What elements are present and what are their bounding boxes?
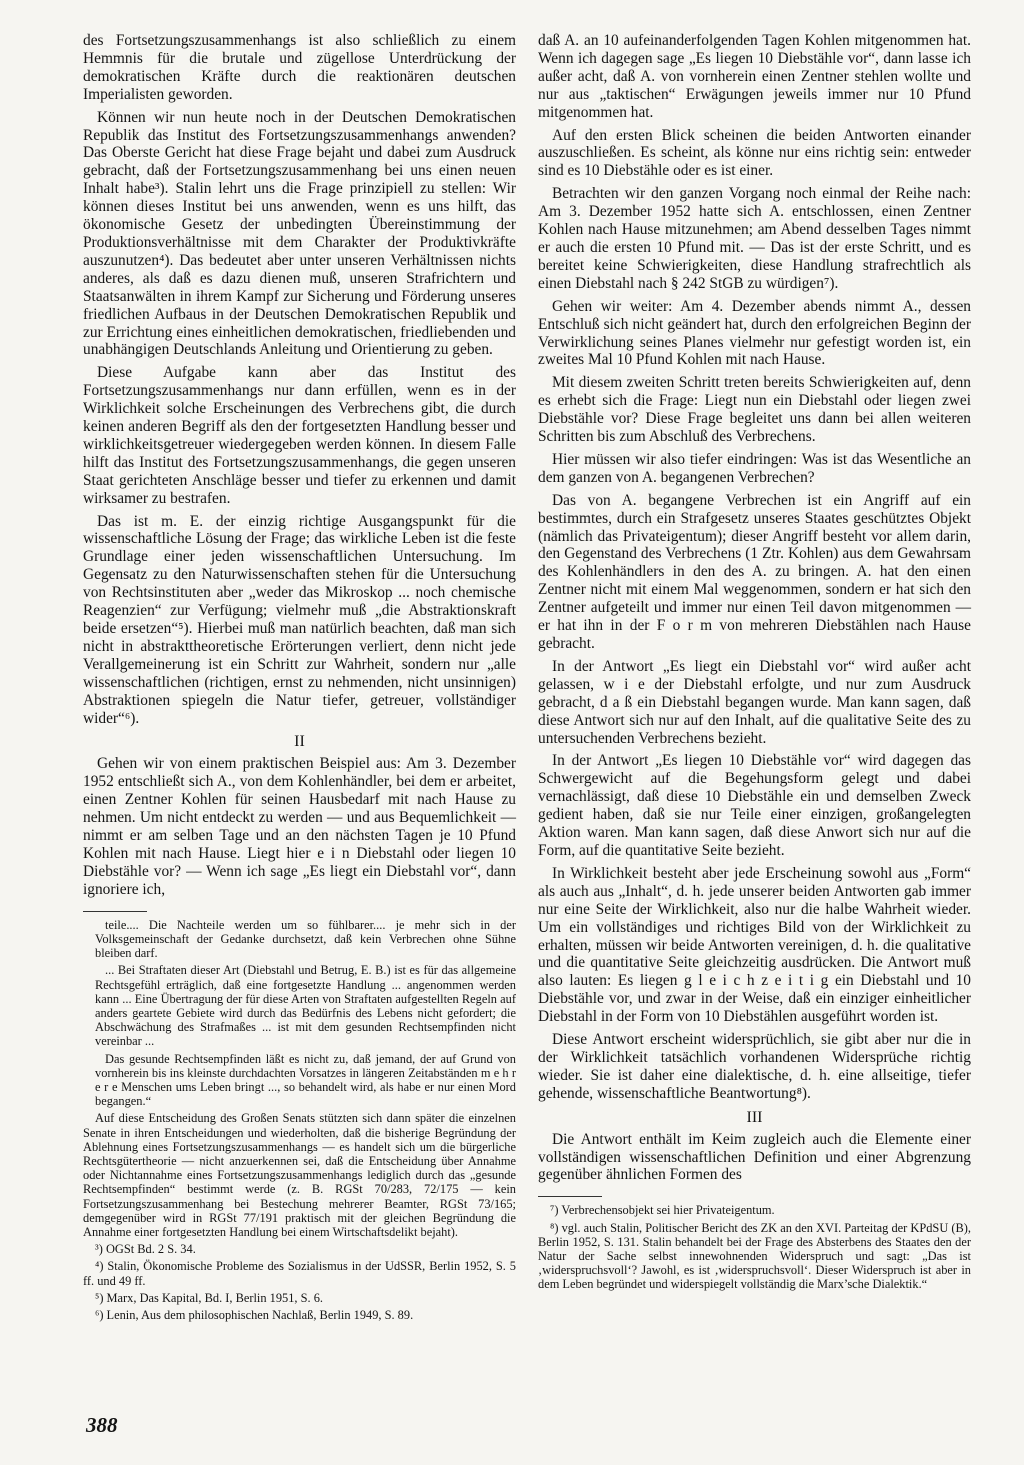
section-heading-iii: III bbox=[746, 1108, 763, 1126]
body-paragraph: Gehen wir von einem praktischen Beispiel aus: Am 3. Dezember 1952 entschließt sich A., von dem Kohlenhändler, bei dem er arbeitet, einen Zentner Kohlen für seinen Hausbedarf mit nach Hause zu nehmen. Um nicht entdeckt zu werden — und aus Bequemlichkeit — nimmt er am selben Tage und an den nächsten Tagen je 10 Pfund Kohlen mit nach Hause. Liegt hier e i n Diebstahl oder liegen 10 Diebstähle vor? — Wenn ich sage „Es liegt ein Diebstahl vor“, dann ignoriere ich, bbox=[83, 755, 516, 898]
footnote-4: ⁴) Stalin, Ökonomische Probleme des Sozialismus in der UdSSR, Berlin 1952, S. 5 ff. und 49 ff. bbox=[83, 1259, 516, 1288]
right-column bbox=[538, 32, 971, 1295]
body-paragraph: Das von A. begangene Verbrechen ist ein Angriff auf ein bestimmtes, durch ein Strafgesetz unseres Staates geschütztes Objekt (nämlich das Privateigentum); dieser Angriff besteht vor allem darin, den Gegenstand des Verbrechens (1 Ztr. Kohlen) aus dem Gewahrsam des Kohlenhändlers in den des A. zu bringen. A. hat den einen Zentner nicht mit einem Mal weggenommen, sondern er hat sich den Zentner aufgeteilt und immer nur einen Teil davon mitgenommen — er hat ihn in der F o r m von mehreren Diebstählen nach Hause gebracht. bbox=[538, 491, 971, 652]
footnote-text: Auf diese Entscheidung des Großen Senats stützten sich dann später die einzelnen Senate in ihren Entscheidungen und wiederholten, daß die bisherige Begründung der Ablehnung eines Fortsetzungszusammenhangs — es handelt sich um die bürgerliche Rechtsgütertheorie — nicht anzuerkennen sei, daß die Entscheidung über Annahme oder Nichtannahme eines Fortsetzungszusammenhangs lediglich durch das „gesunde Rechtsempfinden“ bestimmt werde (z. B. RGSt 70/283, 72/175 — kein Fortsetzungszusammenhang bei Bestechung mehrerer Beamter, RGSt 73/165; demgegenüber wird in RGSt 77/191 praktisch mit der gleichen Begründung die Annahme einer fortgesetzten Handlung bei einem Wirtschaftsdelikt bejaht). bbox=[83, 1111, 516, 1239]
section-heading-ii: II bbox=[294, 733, 305, 751]
body-paragraph: Das ist m. E. der einzig richtige Ausgangspunkt für die wissenschaftliche Lösung der Frage; das wirkliche Leben ist die feste Grundlage einer jeden wissenschaftlichen Untersuchung. Im Gegensatz zu den Naturwissenschaften stehen für die Untersuchung von Rechtsinstituten aber „weder das Mikroskop ... noch chemische Reagenzien“ zur Verfügung; vielmehr muß „die Abstraktionskraft beide ersetzen“⁵). Hierbei muß man natürlich beachten, daß man sich nicht in abstrakttheoretische Erörterungen verliert, denn nicht jede Verallgemeinerung ist ein Schritt zur Wahrheit, sondern nur „alle wissenschaftlichen (richtigen, ernst zu nehmenden, nicht unsinnigen) Abstraktionen spiegeln die Natur tiefer, getreuer, vollständiger wider“⁶). bbox=[83, 512, 516, 727]
body-paragraph: Mit diesem zweiten Schritt treten bereits Schwierigkeiten auf, denn es erhebt sich die Frage: Liegt nun ein Diebstahl oder liegen zwei Diebstähle vor? Diese Frage begleitet uns dann bei allen weiteren Schritten bis zum Abschluß des Verbrechens. bbox=[538, 374, 971, 446]
body-paragraph: In der Antwort „Es liegen 10 Diebstähle vor“ wird dagegen das Schwergewicht auf die Begehungsform gelegt und dabei vernachlässigt, daß diese 10 Diebstähle ein und demselben Zweck gedient haben, daß sie nur Teile einer einzigen, großangelegten Aktion waren. Man kann sagen, daß diese Anwort sich nur auf die Form, auf die quantitative Seite bezieht. bbox=[538, 752, 971, 859]
footnote-6: ⁶) Lenin, Aus dem philosophischen Nachlaß, Berlin 1949, S. 89. bbox=[95, 1307, 414, 1322]
footnote-3: ³) OGSt Bd. 2 S. 34. bbox=[95, 1242, 196, 1257]
footnote-5: ⁵) Marx, Das Kapital, Bd. I, Berlin 1951, S. 6. bbox=[95, 1290, 324, 1305]
footnote-quote: teile.... Die Nachteile werden um so fühlbarer.... je mehr sich in der Volksgemeinschaft der Gedanke durchsetzt, daß kein Verbrechen ohne Sühne bleiben darf. bbox=[95, 917, 516, 961]
footnote-quote: Das gesunde Rechtsempfinden läßt es nicht zu, daß jemand, der auf Grund von vornherein bis ins kleinste durchdachten Vorsatzes in längeren Zeitabständen m e h r e r e Menschen ums Leben bringt ..., so behandelt wird, als habe er nur einen Mord begangen.“ bbox=[95, 1051, 516, 1109]
footnote-divider bbox=[83, 911, 147, 912]
footnotes-left bbox=[83, 918, 516, 1322]
footnote-quote: ... Bei Straftaten dieser Art (Diebstahl und Betrug, E. B.) ist es für das allgemeine Rechtsgefühl erträglich, daß eine fortgesetzte Handlung ... angenommen werden kann ... Eine Übertragung der für diese Arten von Straftaten aufgestellten Regeln auf anders geartete Gebiete wird durch das Bedürfnis des Lebens nicht gefordert; die Abschwächung des Strafmaßes ... ist mit dem gesunden Rechtsempfinden nicht vereinbar ... bbox=[95, 963, 516, 1049]
body-paragraph: Die Antwort enthält im Keim zugleich auch die Elemente einer vollständigen wissenschaftlichen Definition und einer Abgrenzung gegenüber ähnlichen Formen des bbox=[538, 1130, 971, 1184]
body-paragraph: Können wir nun heute noch in der Deutschen Demokratischen Republik das Institut des Fortsetzungszusammenhangs anwenden? Das Oberste Gericht hat diese Frage bejaht und dabei zum Ausdruck gebracht, daß der Fortsetzungszusammenhang bei uns einen neuen Inhalt habe³). Stalin lehrt uns die Frage prinzipiell zu stellen: Wir können dieses Institut bei uns anwenden, wenn es uns hilft, das ökonomische Gesetz der unbedingten Übereinstimmung der Produktionsverhältnisse mit dem Charakter der Produktivkräfte auszunutzen⁴). Das bedeutet aber unter unseren Verhältnissen nichts anderes, als daß es dazu dienen muß, unseren Strafrichtern und Staatsanwälten in ihrem Kampf zur Sicherung und Förderung unseres friedlichen Aufbaus in der Deutschen Demokratischen Republik und zur Errichtung eines einheitlichen demokratischen, friedliebenden und unabhängigen Deutschlands Anleitung und Orientierung zu geben. bbox=[83, 108, 516, 359]
body-paragraph: Diese Aufgabe kann aber das Institut des Fortsetzungszusammenhangs nur dann erfüllen, wenn es in der Wirklichkeit solche Erscheinungen des Verbrechens gibt, die durch keinen anderen Begriff als den der fortgesetzten Handlung besser und wirklichkeitsgetreuer wiedergegeben werden können. In diesem Falle hilft das Institut des Fortsetzungszusammenhangs, die gegen unseren Staat gerichteten Anschläge besser und tiefer zu erkennen und damit wirksamer zu bestrafen. bbox=[83, 364, 516, 507]
body-paragraph: des Fortsetzungszusammenhangs ist also schließlich zu einem Hemmnis für die brutale und zügellose Unterdrückung der demokratischen Kräfte durch die reaktionären deutschen Imperialisten geworden. bbox=[83, 32, 516, 103]
body-paragraph: Gehen wir weiter: Am 4. Dezember abends nimmt A., dessen Entschluß sich nicht geändert hat, durch den erfolgreichen Beginn der Verwirklichung seines Planes vielmehr nur gefestigt worden ist, ein zweites Mal 10 Pfund Kohlen mit nach Hause. bbox=[538, 297, 971, 369]
footnotes-right bbox=[538, 1203, 971, 1291]
footnote-divider bbox=[538, 1196, 602, 1197]
body-paragraph: Diese Antwort erscheint widersprüchlich, sie gibt aber nur die in der Wirklichkeit tatsächlich vorhandenen Widersprüche richtig wieder. Sie ist daher eine dialektische, d. h. eine allseitige, tiefer gehende, wissenschaftliche Beantwortung⁸). bbox=[538, 1031, 971, 1102]
body-paragraph: Betrachten wir den ganzen Vorgang noch einmal der Reihe nach: Am 3. Dezember 1952 hatte sich A. entschlossen, einen Zentner Kohlen nach Hause mitzunehmen; am Abend desselben Tages nimmt er auch die ersten 10 Pfund mit. — Das ist der erste Schritt, und es bereitet keine Schwierigkeiten, diese Handlung strafrechtlich als einen Diebstahl nach § 242 StGB zu würdigen⁷). bbox=[538, 185, 971, 292]
body-paragraph: In Wirklichkeit besteht aber jede Erscheinung sowohl aus „Form“ als auch aus „Inhalt“, d. h. jede unserer beiden Antworten gab immer nur eine Seite der Wirklichkeit, also nur die halbe Wahrheit wieder. Um ein vollständiges und richtiges Bild von der Wirklichkeit zu erhalten, müssen wir beide Antworten vereinigen, d. h. die qualitative und die quantitative Seite gleichzeitig ausdrücken. Die Antwort muß also lauten: Es liegen g l e i c h z e i t i g ein Diebstahl und 10 Diebstähle vor, und zwar in der Weise, daß ein einziger einheitlicher Diebstahl in der Form von 10 Diebstählen ausgeführt worden ist. bbox=[538, 864, 971, 1026]
body-paragraph: daß A. an 10 aufeinanderfolgenden Tagen Kohlen mitgenommen hat. Wenn ich dagegen sage „Es liegen 10 Diebstähle vor“, dann lasse ich außer acht, daß A. von vornherein einen Zentner stehlen wollte und nur aus „taktischen“ Erwägungen jeweils immer nur 10 Pfund mitgenommen hat. bbox=[538, 32, 971, 121]
body-paragraph: Auf den ersten Blick scheinen die beiden Antworten einander auszuschließen. Es scheint, als könne nur eins richtig sein: entweder sind es 10 Diebstähle oder es ist einer. bbox=[538, 126, 971, 180]
page-number: 388 bbox=[86, 1413, 118, 1437]
left-column bbox=[83, 32, 516, 1325]
body-paragraph: Hier müssen wir also tiefer eindringen: Was ist das Wesentliche an dem ganzen von A. begangenen Verbrechen? bbox=[538, 450, 971, 486]
footnote-8: ⁸) vgl. auch Stalin, Politischer Bericht des ZK an den XVI. Parteitag der KPdSU (B), Berlin 1952, S. 131. Stalin behandelt bei der Frage des Absterbens des Staates den der Natur der Sache selbst innewohnenden Widerspruch und sagt: „Das ist ‚widerspruchsvoll‘? Jawohl, es ist ‚widerspruchsvoll‘. Dieser Widerspruch ist aber in dem Leben begründet und widerspiegelt vollständig die Marx’sche Dialektik.“ bbox=[538, 1220, 971, 1292]
body-paragraph: In der Antwort „Es liegt ein Diebstahl vor“ wird außer acht gelassen, w i e der Diebstahl erfolgte, und nur zum Ausdruck gebracht, d a ß ein Diebstahl begangen wurde. Man kann sagen, daß diese Antwort sich nur auf den Inhalt, auf die qualitative Seite des zu untersuchenden Verbrechens bezieht. bbox=[538, 657, 971, 747]
footnote-7: ⁷) Verbrechensobjekt sei hier Privateigentum. bbox=[550, 1203, 775, 1218]
